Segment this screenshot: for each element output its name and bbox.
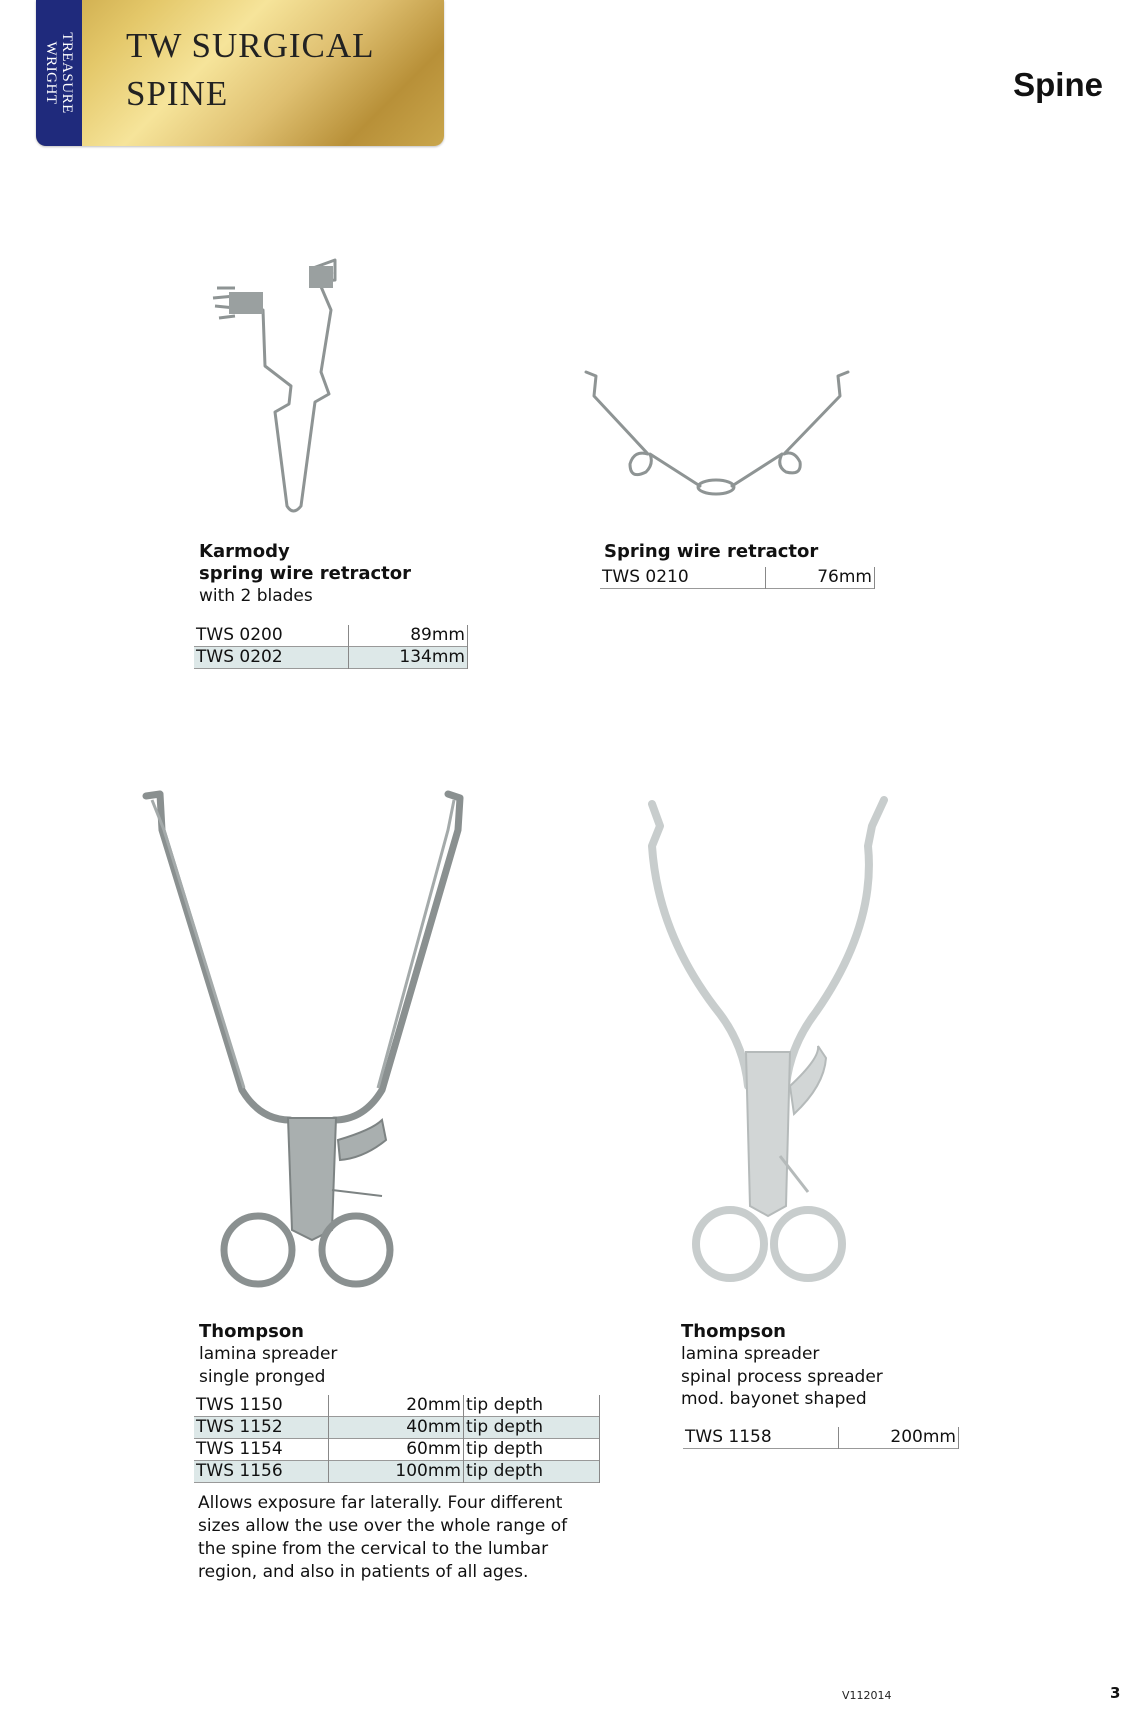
table-row bbox=[683, 1427, 959, 1449]
item-note: tip depth bbox=[464, 1439, 600, 1461]
page-number: 3 bbox=[1110, 1684, 1121, 1702]
product-desc: lamina spreader bbox=[681, 1344, 820, 1364]
item-size: 134mm bbox=[348, 647, 467, 669]
item-code: TWS 1152 bbox=[194, 1417, 329, 1439]
thompson-bayonet-text bbox=[681, 1321, 883, 1411]
item-size: 89mm bbox=[348, 625, 467, 647]
product-desc: with 2 blades bbox=[199, 586, 313, 606]
item-code: TWS 1150 bbox=[194, 1395, 329, 1417]
spring-wire-text bbox=[604, 541, 818, 563]
item-note: tip depth bbox=[464, 1395, 600, 1417]
karmody-spec-table bbox=[194, 625, 468, 669]
brand-line-1: TREASURE bbox=[59, 32, 75, 114]
table-row bbox=[194, 1439, 600, 1461]
table-row bbox=[194, 1417, 600, 1439]
product-desc-line-3: mod. bayonet shaped bbox=[681, 1389, 867, 1409]
item-note: tip depth bbox=[464, 1461, 600, 1483]
thompson-bayonet-spec-table bbox=[683, 1427, 959, 1449]
product-name: Thompson bbox=[199, 1321, 304, 1342]
item-code: TWS 1154 bbox=[194, 1439, 329, 1461]
table-row bbox=[600, 567, 875, 589]
product-desc-line-2: spinal process spreader bbox=[681, 1366, 883, 1387]
item-code: TWS 1156 bbox=[194, 1461, 329, 1483]
catalog-title bbox=[126, 22, 375, 118]
table-row bbox=[194, 647, 468, 669]
item-code: TWS 1158 bbox=[683, 1427, 838, 1449]
product-name: Spring wire retractor bbox=[604, 541, 819, 562]
brand-line-2: WRIGHT bbox=[43, 41, 59, 105]
product-desc-line-2: single pronged bbox=[199, 1366, 326, 1387]
thompson-lamina-spreader-illustration bbox=[142, 790, 472, 1300]
karmody-retractor-illustration bbox=[205, 258, 365, 518]
item-code: TWS 0202 bbox=[194, 647, 348, 669]
product-note: Allows exposure far laterally. Four different sizes allow the use over the whole range of the spine from the cervical to the lumbar region, and also in patients of all ages. bbox=[198, 1493, 568, 1582]
catalog-title-line-2: SPINE bbox=[126, 74, 229, 113]
item-size: 100mm bbox=[329, 1461, 464, 1483]
item-code: TWS 0210 bbox=[600, 567, 766, 589]
thompson-single-spec-table bbox=[194, 1395, 600, 1483]
product-name: Karmody bbox=[199, 541, 290, 562]
item-note: tip depth bbox=[464, 1417, 600, 1439]
section-label: Spine bbox=[1013, 66, 1103, 103]
item-size: 60mm bbox=[329, 1439, 464, 1461]
spring-wire-spec-table bbox=[600, 567, 875, 589]
item-size: 40mm bbox=[329, 1417, 464, 1439]
version-code: V112014 bbox=[842, 1689, 892, 1702]
catalog-title-line-1: TW SURGICAL bbox=[126, 26, 375, 65]
table-row bbox=[194, 625, 468, 647]
item-code: TWS 0200 bbox=[194, 625, 348, 647]
karmody-text bbox=[199, 541, 411, 608]
brand-logo-text bbox=[43, 32, 75, 114]
item-size: 20mm bbox=[329, 1395, 464, 1417]
table-row bbox=[194, 1395, 600, 1417]
product-name-line-2: spring wire retractor bbox=[199, 563, 411, 584]
table-row bbox=[194, 1461, 600, 1483]
item-size: 200mm bbox=[838, 1427, 958, 1449]
product-desc: lamina spreader bbox=[199, 1344, 338, 1364]
thompson-bayonet-spreader-illustration bbox=[640, 796, 900, 1286]
brand-header bbox=[36, 0, 444, 146]
spring-wire-retractor-illustration bbox=[578, 368, 858, 498]
brand-strip bbox=[36, 0, 82, 146]
thompson-single-text bbox=[199, 1321, 337, 1388]
item-size: 76mm bbox=[766, 567, 875, 589]
product-name: Thompson bbox=[681, 1321, 786, 1342]
